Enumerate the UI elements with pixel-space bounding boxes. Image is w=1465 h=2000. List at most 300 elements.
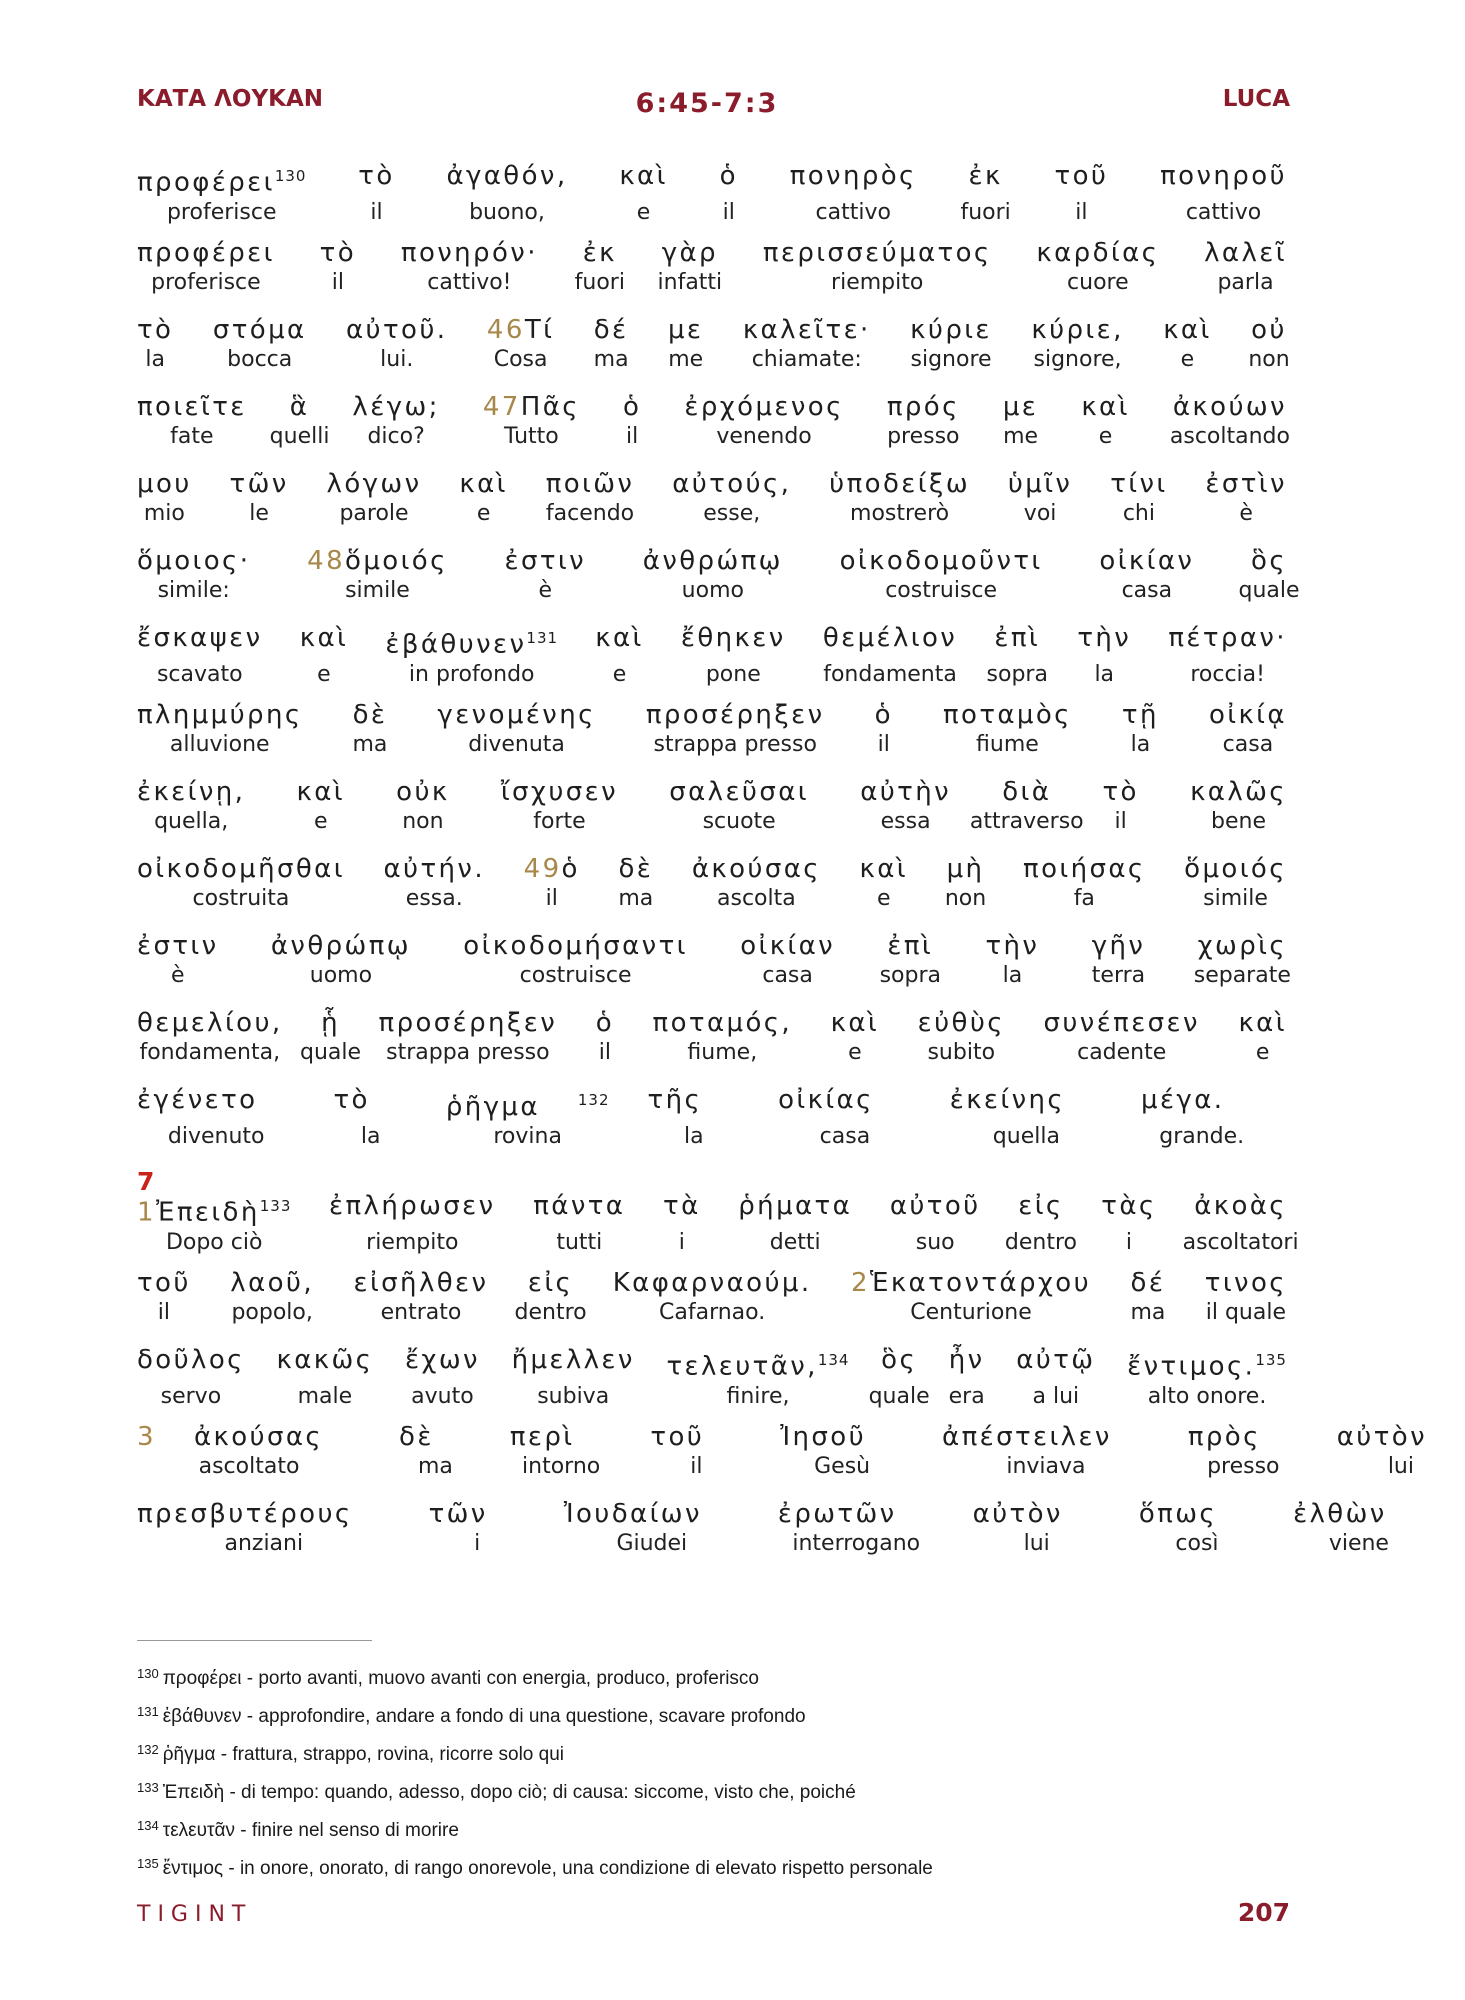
greek-line bbox=[137, 468, 1287, 500]
greek-word bbox=[1036, 237, 1159, 269]
greek-word bbox=[1337, 1421, 1465, 1453]
greek-word-text: ὅμοιός bbox=[345, 546, 448, 576]
greek-word bbox=[692, 853, 821, 885]
greek-word bbox=[662, 237, 718, 269]
greek-word bbox=[487, 314, 554, 346]
greek-word bbox=[618, 853, 653, 885]
italian-word: signore bbox=[910, 347, 992, 372]
italian-word: e bbox=[313, 809, 328, 834]
greek-word-text: πάντα bbox=[533, 1191, 626, 1221]
italian-word: i bbox=[1125, 1229, 1132, 1255]
greek-word bbox=[137, 853, 345, 885]
greek-word bbox=[942, 1421, 1150, 1453]
italian-word: fate bbox=[170, 424, 214, 449]
greek-word-text: γῆν bbox=[1091, 931, 1146, 961]
footnote-number: 133 bbox=[137, 1780, 159, 1795]
greek-word bbox=[740, 930, 835, 962]
italian-word: era bbox=[948, 1383, 985, 1409]
greek-word bbox=[276, 1344, 373, 1383]
italian-word: Giudei bbox=[616, 1531, 688, 1556]
italian-word: parla bbox=[1217, 270, 1274, 295]
italian-word: e bbox=[317, 661, 331, 687]
footnote-ref[interactable]: 130 bbox=[274, 167, 307, 185]
greek-word-text: ἀνθρώπῳ bbox=[642, 546, 783, 576]
greek-word bbox=[358, 160, 394, 199]
verse-number: 3 bbox=[137, 1422, 156, 1452]
greek-word bbox=[1198, 930, 1287, 962]
greek-word bbox=[1008, 468, 1073, 500]
greek-word bbox=[743, 314, 871, 346]
greek-word-text: ᾗ bbox=[321, 1008, 340, 1038]
greek-word bbox=[1209, 699, 1287, 731]
italian-line bbox=[137, 1530, 1389, 1558]
greek-line bbox=[137, 237, 1287, 269]
greek-word bbox=[947, 853, 985, 885]
greek-line bbox=[137, 699, 1287, 731]
italian-word: in profondo bbox=[408, 661, 535, 687]
greek-word-text: ῥήματα bbox=[738, 1191, 853, 1221]
greek-word bbox=[648, 1084, 741, 1123]
italian-word: i bbox=[474, 1531, 481, 1556]
interlinear-line bbox=[137, 545, 1300, 605]
greek-word-text: ποταμὸς bbox=[942, 700, 1072, 730]
greek-line bbox=[137, 1344, 1287, 1383]
greek-word-text: τὸ bbox=[1102, 777, 1139, 807]
greek-word bbox=[546, 468, 635, 500]
footnote-text: τελευτᾶν - finire nel senso di morire bbox=[162, 1820, 459, 1841]
italian-word: alto onore. bbox=[1147, 1383, 1267, 1409]
greek-word-text: ἐκ bbox=[968, 161, 1003, 191]
interlinear-line bbox=[137, 1267, 1287, 1327]
greek-word bbox=[860, 776, 951, 808]
footnotes bbox=[137, 1655, 933, 1883]
greek-word-text: ἐρωτῶν bbox=[777, 1499, 897, 1529]
greek-word bbox=[437, 699, 595, 731]
verse-number: 46 bbox=[486, 315, 525, 345]
italian-word: fa bbox=[1073, 886, 1095, 911]
greek-word bbox=[910, 314, 992, 346]
greek-word-text: τελευτᾶν, bbox=[666, 1351, 818, 1382]
greek-word bbox=[1141, 1084, 1262, 1123]
greek-word-text: ὁ bbox=[622, 392, 642, 422]
interlinear-line bbox=[137, 1190, 1299, 1257]
footer-brand: TIGINT bbox=[137, 1902, 253, 1927]
greek-word-text: περὶ bbox=[509, 1422, 575, 1452]
greek-word-text: καὶ bbox=[1081, 392, 1130, 422]
greek-word bbox=[860, 853, 908, 885]
greek-word-text: ποταμός, bbox=[652, 1008, 793, 1038]
footnote bbox=[137, 1731, 933, 1769]
greek-word-text: ποιήσας bbox=[1023, 854, 1146, 884]
italian-word: lui bbox=[1387, 1454, 1414, 1479]
greek-word bbox=[1293, 1498, 1425, 1530]
greek-word-text: αὐτήν. bbox=[383, 854, 486, 884]
greek-word-text: Τί bbox=[524, 315, 555, 345]
italian-line bbox=[137, 1383, 1287, 1411]
greek-word-text: θεμέλιον bbox=[822, 623, 958, 653]
greek-word-text: αὐτῷ bbox=[1016, 1345, 1096, 1375]
greek-word bbox=[1031, 314, 1123, 346]
interlinear-line bbox=[137, 1421, 1428, 1481]
italian-word: ma bbox=[1130, 1300, 1166, 1325]
greek-word-text: εἰς bbox=[1018, 1191, 1064, 1221]
italian-word: mio bbox=[143, 501, 185, 526]
italian-word: me bbox=[1003, 424, 1039, 449]
greek-word-text: Ἑκατοντάρχου bbox=[869, 1268, 1092, 1298]
greek-word bbox=[840, 545, 1043, 577]
italian-word: il bbox=[690, 1454, 703, 1479]
page-number: 207 bbox=[1237, 1898, 1290, 1927]
greek-word bbox=[890, 1190, 981, 1229]
italian-word: inviava bbox=[1006, 1454, 1086, 1479]
greek-word-text: Ἐπειδὴ bbox=[155, 1197, 260, 1228]
greek-word bbox=[623, 391, 641, 423]
italian-word: servo bbox=[160, 1383, 222, 1409]
greek-word-text: οἰκίαν bbox=[740, 931, 836, 961]
greek-word bbox=[137, 468, 192, 500]
italian-line bbox=[137, 423, 1290, 451]
greek-line bbox=[137, 853, 1287, 885]
greek-word-text: με bbox=[667, 315, 704, 345]
greek-word bbox=[320, 237, 356, 269]
italian-word: il bbox=[626, 424, 639, 449]
italian-line bbox=[137, 962, 1291, 990]
footnote-ref[interactable]: 133 bbox=[259, 1197, 292, 1215]
italian-word: signore, bbox=[1033, 347, 1122, 372]
greek-word-text: ποιεῖτε bbox=[137, 392, 247, 422]
greek-word bbox=[943, 699, 1072, 731]
greek-word bbox=[1023, 853, 1146, 885]
italian-word: fondamenta, bbox=[139, 1040, 281, 1065]
footnote-number: 131 bbox=[137, 1704, 159, 1719]
greek-word bbox=[346, 314, 447, 346]
greek-word bbox=[1092, 930, 1146, 962]
italian-word: quelli bbox=[269, 424, 330, 449]
greek-word-text: ὅπως bbox=[1138, 1499, 1218, 1529]
italian-word: venendo bbox=[716, 424, 812, 449]
italian-word: rovina bbox=[493, 1123, 562, 1149]
greek-word-text: ἐβάθυνεν bbox=[385, 629, 527, 660]
greek-word bbox=[778, 1498, 935, 1530]
italian-word: è bbox=[538, 578, 553, 603]
greek-word-text: καὶ bbox=[830, 1008, 880, 1038]
greek-word bbox=[271, 930, 411, 962]
greek-word-text: τὴν bbox=[985, 931, 1040, 961]
greek-word bbox=[1204, 237, 1287, 269]
greek-word-text: ἀνθρώπῳ bbox=[270, 931, 411, 961]
greek-word bbox=[333, 1084, 407, 1123]
interlinear-line bbox=[137, 468, 1287, 528]
greek-word bbox=[307, 545, 448, 577]
italian-word: male bbox=[297, 1383, 353, 1409]
italian-word: e bbox=[1098, 424, 1113, 449]
greek-word bbox=[1184, 853, 1287, 885]
greek-word-text: ὃς bbox=[1251, 546, 1287, 576]
greek-word-text: οὐκ bbox=[396, 777, 450, 807]
greek-word-text: λαοῦ, bbox=[230, 1268, 315, 1298]
interlinear-line bbox=[137, 776, 1287, 836]
footnote bbox=[137, 1769, 933, 1807]
greek-word-text: ἐγένετο bbox=[137, 1085, 258, 1115]
greek-word bbox=[969, 160, 1003, 199]
greek-word-text: ἐκ bbox=[582, 238, 617, 268]
greek-word bbox=[594, 314, 629, 346]
greek-word bbox=[1101, 1190, 1156, 1229]
greek-word-text: ἔχων bbox=[404, 1345, 480, 1375]
greek-word bbox=[613, 1267, 812, 1299]
italian-word: la bbox=[1094, 661, 1115, 687]
greek-word bbox=[405, 1344, 480, 1383]
greek-line bbox=[137, 622, 1287, 661]
footnote-text: Ἐπειδὴ - di tempo: quando, adesso, dopo ciò; di causa: siccome, visto che, poiché bbox=[162, 1782, 856, 1803]
italian-word: presso bbox=[887, 424, 960, 449]
greek-word-text: τῶν bbox=[229, 469, 289, 499]
greek-word-text: τοῦ bbox=[1054, 161, 1109, 191]
greek-word bbox=[1055, 160, 1109, 199]
italian-word: attraverso bbox=[969, 809, 1084, 834]
greek-word-text: καὶ bbox=[595, 623, 644, 653]
verse-number: 48 bbox=[307, 546, 346, 576]
greek-word-text: δοῦλος bbox=[137, 1345, 245, 1375]
greek-word bbox=[1168, 622, 1287, 661]
footnote-number: 135 bbox=[137, 1856, 159, 1871]
italian-word: scuote bbox=[702, 809, 776, 834]
greek-word-text: δέ bbox=[593, 315, 629, 345]
greek-word bbox=[668, 314, 703, 346]
greek-word bbox=[1251, 545, 1287, 577]
greek-word bbox=[501, 776, 618, 808]
italian-word: quella, bbox=[154, 809, 229, 834]
footnote-text: ἐβάθυνεν - approfondire, andare a fondo di una questione, scavare profondo bbox=[162, 1706, 806, 1727]
italian-word: simile: bbox=[157, 578, 230, 603]
greek-word bbox=[446, 160, 567, 199]
italian-word: proferisce bbox=[166, 199, 277, 225]
italian-word: mostrerò bbox=[850, 501, 950, 526]
greek-word bbox=[524, 853, 580, 885]
italian-word: divenuta bbox=[468, 732, 565, 757]
greek-word-text: τὸ bbox=[319, 238, 357, 268]
greek-word bbox=[446, 1084, 610, 1123]
italian-word: è bbox=[170, 963, 185, 988]
verse-number: 47 bbox=[482, 392, 521, 422]
greek-word-text: σαλεῦσαι bbox=[669, 777, 809, 807]
greek-word bbox=[672, 468, 791, 500]
greek-word bbox=[459, 468, 507, 500]
greek-word bbox=[643, 545, 783, 577]
italian-word: detti bbox=[769, 1229, 821, 1255]
italian-word: il bbox=[370, 199, 383, 225]
italian-word: simile bbox=[345, 578, 410, 603]
greek-word-text: προσέρηξεν bbox=[645, 700, 825, 730]
greek-word bbox=[137, 1007, 283, 1039]
italian-word: costruisce bbox=[885, 578, 998, 603]
italian-word: cuore bbox=[1067, 270, 1129, 295]
greek-word bbox=[137, 1498, 391, 1530]
greek-word-text: λέγω; bbox=[352, 392, 440, 422]
italian-word: il bbox=[331, 270, 344, 295]
greek-word-text: οἰκίᾳ bbox=[1208, 700, 1287, 730]
greek-line bbox=[137, 930, 1287, 962]
italian-word: Tutto bbox=[504, 424, 559, 449]
greek-word bbox=[1110, 468, 1167, 500]
greek-word-text: καὶ bbox=[1163, 315, 1212, 345]
greek-word bbox=[329, 1190, 496, 1229]
italian-word: uomo bbox=[681, 578, 744, 603]
italian-word: essa. bbox=[405, 886, 463, 911]
italian-word: entrato bbox=[380, 1300, 462, 1325]
greek-word-text: οἰκίας bbox=[778, 1085, 874, 1115]
footnote-ref[interactable]: 132 bbox=[577, 1091, 610, 1109]
italian-word: il bbox=[722, 199, 735, 225]
italian-word: la bbox=[1002, 963, 1023, 988]
greek-word-text: ὑμῖν bbox=[1007, 469, 1073, 499]
greek-word bbox=[666, 1344, 849, 1383]
italian-word: popolo, bbox=[231, 1300, 313, 1325]
greek-word-text: γενομένης bbox=[437, 700, 596, 730]
greek-line bbox=[137, 776, 1287, 808]
greek-word bbox=[137, 545, 250, 577]
greek-word bbox=[321, 1007, 340, 1039]
greek-word bbox=[681, 622, 786, 661]
greek-word bbox=[137, 391, 247, 423]
greek-word bbox=[1077, 622, 1131, 661]
greek-word bbox=[851, 1267, 1091, 1299]
greek-word-text: ἴσχυσεν bbox=[500, 777, 619, 807]
italian-word: cattivo! bbox=[427, 270, 512, 295]
greek-word-text: πονηροῦ bbox=[1160, 161, 1287, 191]
italian-word: Cafarnao. bbox=[659, 1300, 766, 1325]
greek-word bbox=[684, 391, 843, 423]
greek-word-text: καὶ bbox=[859, 854, 908, 884]
italian-word: avuto bbox=[411, 1383, 474, 1409]
italian-line bbox=[137, 500, 1287, 528]
italian-line bbox=[137, 269, 1287, 297]
greek-word bbox=[297, 776, 345, 808]
greek-word bbox=[1160, 160, 1287, 199]
greek-word bbox=[763, 237, 992, 269]
italian-word: esse, bbox=[703, 501, 761, 526]
greek-word-text: καλεῖτε· bbox=[742, 315, 871, 345]
italian-word: sopra bbox=[879, 963, 941, 988]
greek-word bbox=[1043, 1007, 1199, 1039]
greek-word-text: προφέρει bbox=[137, 238, 275, 268]
italian-word: Dopo ciò bbox=[165, 1229, 263, 1255]
interlinear-line bbox=[137, 1344, 1287, 1411]
greek-word bbox=[1099, 545, 1194, 577]
greek-word-text: ἔσκαψεν bbox=[137, 623, 263, 653]
italian-word: ascoltatori bbox=[1182, 1229, 1299, 1255]
greek-word bbox=[137, 314, 173, 346]
greek-word bbox=[230, 1267, 314, 1299]
greek-word-text: κύριε bbox=[910, 315, 992, 345]
italian-line bbox=[137, 731, 1287, 759]
greek-word bbox=[137, 776, 245, 808]
italian-word: e bbox=[1255, 1040, 1270, 1065]
greek-word-text: ὑποδείξω bbox=[829, 469, 970, 499]
footnote-ref[interactable]: 134 bbox=[817, 1351, 850, 1369]
italian-word: riempito bbox=[831, 270, 924, 295]
greek-word-text: τίνι bbox=[1110, 469, 1168, 499]
greek-word-text: πρός bbox=[886, 392, 960, 422]
greek-word-text: προσέρηξεν bbox=[378, 1008, 558, 1038]
greek-word bbox=[831, 1007, 879, 1039]
greek-line bbox=[137, 1498, 1387, 1530]
italian-word: la bbox=[1130, 732, 1151, 757]
greek-word-text: ἔθηκεν bbox=[680, 623, 786, 653]
interlinear-line bbox=[137, 160, 1287, 227]
greek-word-text: προφέρει bbox=[137, 167, 275, 198]
greek-word-text: καὶ bbox=[619, 161, 668, 191]
greek-word-text: χωρὶς bbox=[1197, 931, 1287, 961]
italian-line bbox=[137, 346, 1290, 374]
greek-word-text: κύριε, bbox=[1031, 315, 1124, 345]
greek-word bbox=[1251, 314, 1287, 346]
greek-word-text: ἐστιν bbox=[137, 931, 219, 961]
italian-word: cattivo bbox=[815, 199, 891, 225]
greek-word bbox=[1003, 391, 1038, 423]
greek-word-text: ἐστιν bbox=[504, 546, 587, 576]
greek-word-text: θεμελίου, bbox=[137, 1008, 283, 1038]
italian-word: Gesù bbox=[814, 1454, 871, 1479]
italian-word: quella bbox=[992, 1123, 1060, 1149]
italian-word: sopra bbox=[986, 661, 1048, 687]
greek-word-text: ἤμελλεν bbox=[511, 1345, 635, 1375]
greek-word bbox=[619, 160, 667, 199]
italian-word: dentro bbox=[1004, 1229, 1077, 1255]
chapter-number: 7 bbox=[137, 1167, 155, 1196]
greek-word bbox=[1173, 391, 1287, 423]
greek-word-text: τοῦ bbox=[650, 1422, 705, 1452]
greek-word-text: πονηρὸς bbox=[789, 161, 917, 191]
greek-word-text: αὐτὸν bbox=[972, 1499, 1063, 1529]
footnote-ref[interactable]: 135 bbox=[1255, 1351, 1287, 1369]
greek-word-text: οἰκίαν bbox=[1099, 546, 1195, 576]
passage-reference: 6:45-7:3 bbox=[635, 88, 779, 119]
greek-word-text: ἐλθὼν bbox=[1293, 1499, 1387, 1529]
footnote-text: προφέρει - porto avanti, muovo avanti con energia, produco, proferisco bbox=[162, 1668, 759, 1689]
greek-word bbox=[1127, 1344, 1287, 1383]
greek-word bbox=[137, 1344, 245, 1383]
greek-word-text: καρδίας bbox=[1036, 238, 1160, 268]
greek-word bbox=[1122, 699, 1159, 731]
greek-word-text: τῆς bbox=[647, 1085, 703, 1115]
greek-word bbox=[1205, 468, 1287, 500]
italian-word: subito bbox=[927, 1040, 996, 1065]
italian-word: grande. bbox=[1159, 1123, 1245, 1149]
italian-word: facendo bbox=[545, 501, 635, 526]
verse-number: 1 bbox=[137, 1197, 156, 1228]
greek-word-text: τὸ bbox=[333, 1085, 370, 1115]
footnote bbox=[137, 1807, 933, 1845]
greek-word-text: μὴ bbox=[946, 854, 985, 884]
footnote-number: 132 bbox=[137, 1742, 159, 1757]
italian-word: il bbox=[157, 1300, 171, 1325]
greek-word-text: αὐτὸν bbox=[1336, 1422, 1428, 1452]
greek-word-text: ἐπὶ bbox=[887, 931, 934, 961]
italian-word: dentro bbox=[514, 1300, 587, 1325]
greek-word bbox=[646, 699, 825, 731]
greek-line bbox=[137, 160, 1287, 199]
greek-word bbox=[720, 160, 738, 199]
greek-word-text: με bbox=[1002, 392, 1039, 422]
greek-word bbox=[949, 1344, 985, 1383]
italian-word: anziani bbox=[224, 1531, 304, 1556]
greek-word-text: πέτραν· bbox=[1168, 623, 1287, 653]
footnote-ref[interactable]: 131 bbox=[526, 629, 559, 647]
footnote bbox=[137, 1845, 933, 1883]
greek-word-text: ἐπὶ bbox=[994, 623, 1041, 653]
interlinear-line bbox=[137, 853, 1287, 913]
